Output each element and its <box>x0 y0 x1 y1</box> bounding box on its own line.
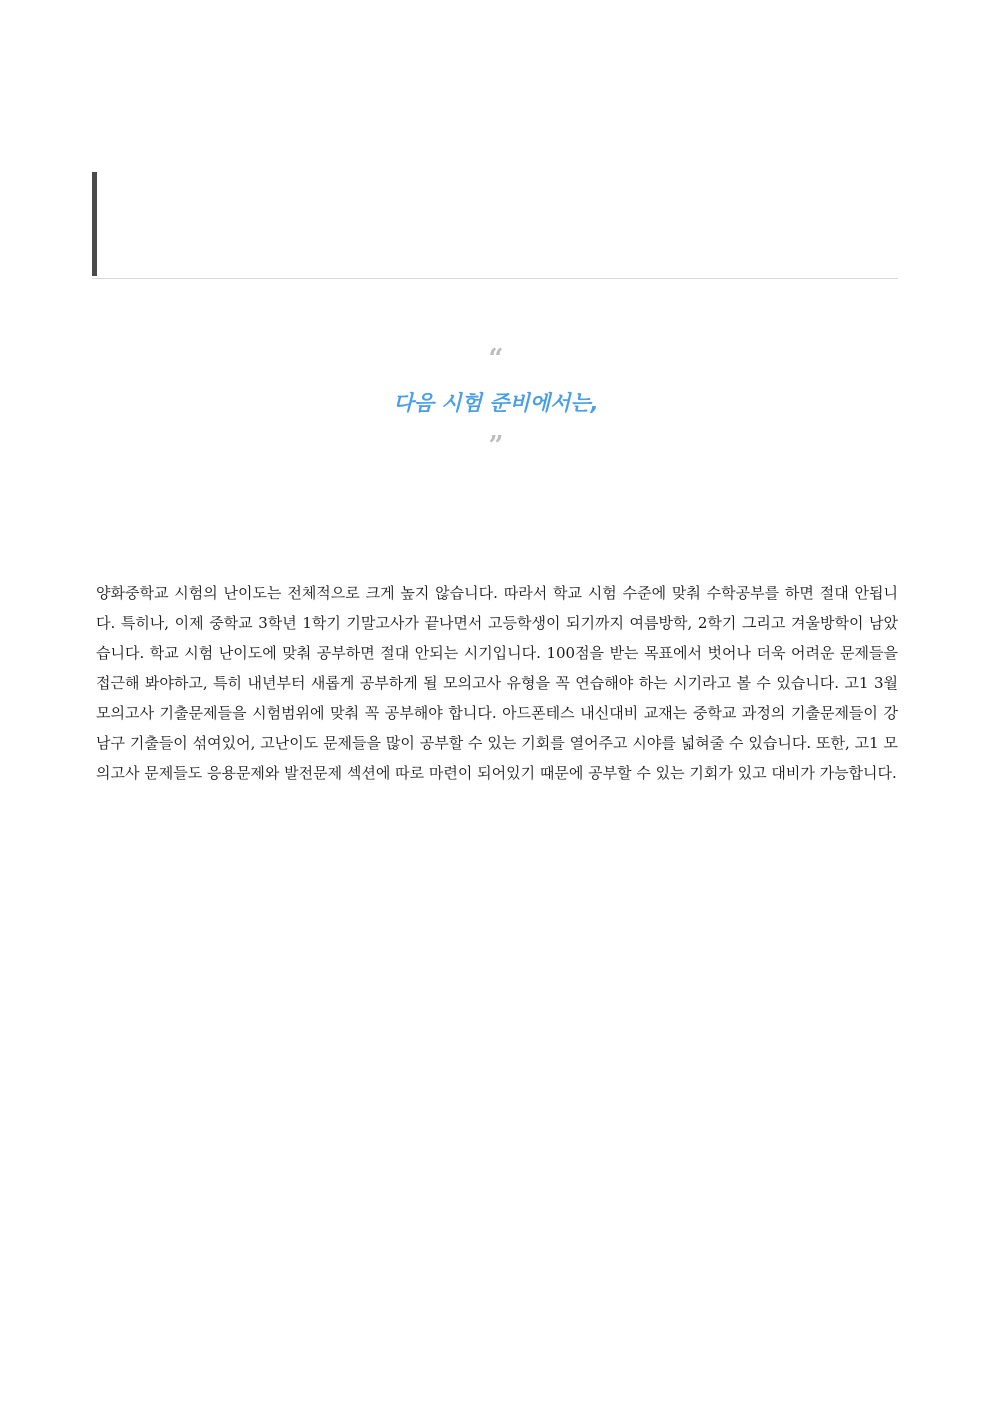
close-quote-icon: ” <box>488 431 504 461</box>
section-divider <box>92 278 898 279</box>
pull-quote-text: 다음 시험 준비에서는, <box>393 391 599 415</box>
body-paragraph: 양화중학교 시험의 난이도는 전체적으로 크게 높지 않습니다. 따라서 학교 시험 수준에 맞춰 수학공부를 하면 절대 안됩니다. 특히나, 이제 중학교 3학년 1학기 기말고사가 끝나면서 고등학생이 되기까지 여름방학, 2학기 그리고 겨울방학이 남았습니다. 학교 시험 난이도에 맞춰 공부하면 절대 안되는 시기입니다. 100점을 받는 목표에서 벗어나 더욱 어려운 문제들을 접근해 봐야하고, 특히 내년부터 새롭게 공부하게 될 모의고사 유형을 꼭 연습해야 하는 시기라고 볼 수 있습니다. 고1 3월 모의고사 기출문제들을 시험범위에 맞춰 꼭 공부해야 합니다. 아드폰테스 내신대비 교재는 중학교 과정의 기출문제들이 강남구 기출들이 섞여있어, 고난이도 문제들을 많이 공부할 수 있는 기회를 열어주고 시야를 넓혀줄 수 있습니다. 또한, 고1 모의고사 문제들도 응용문제와 발전문제 섹션에 따로 마련이 되어있기 때문에 공부할 수 있는 기회가 있고 대비가 가능합니다. <box>96 584 898 782</box>
section-accent-bar <box>92 172 97 276</box>
open-quote-icon: “ <box>488 344 504 374</box>
